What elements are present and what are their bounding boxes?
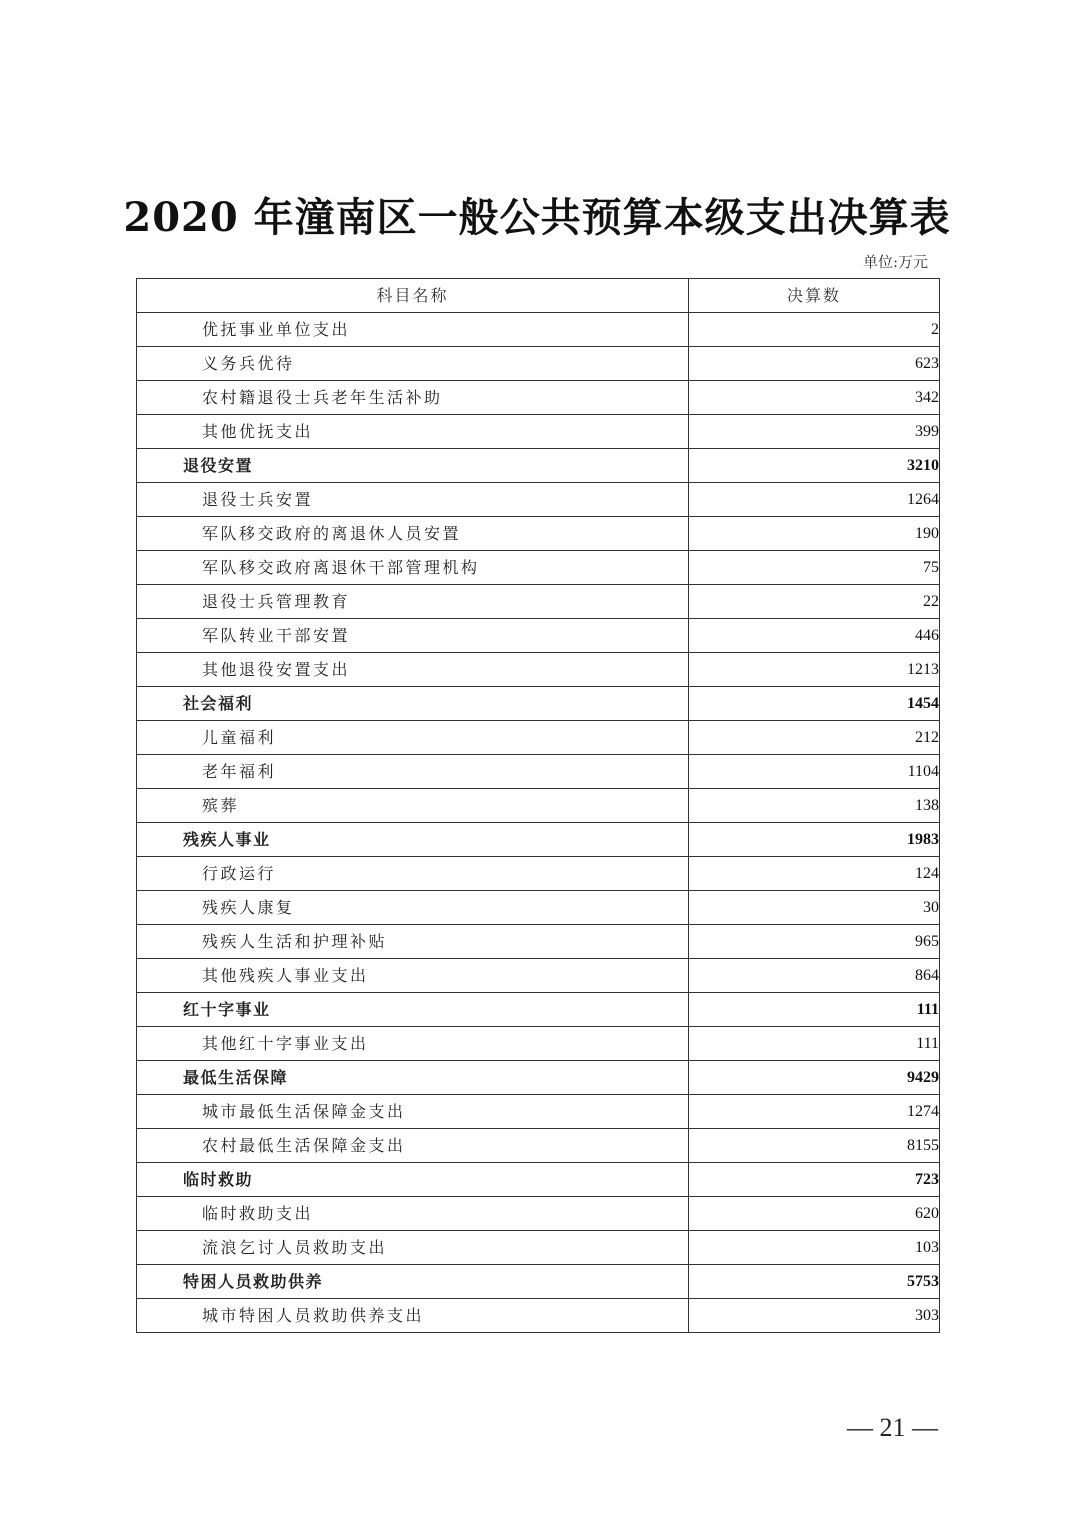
table-row <box>137 653 940 687</box>
subject-name-cell: 优抚事业单位支出 <box>137 313 689 347</box>
table-row <box>137 347 940 381</box>
amount-cell: 1274 <box>689 1095 940 1129</box>
page-number: — 21 — <box>847 1413 938 1442</box>
table-body <box>137 313 940 1333</box>
amount-cell: 723 <box>689 1163 940 1197</box>
table-row <box>137 721 940 755</box>
table-header-row <box>137 279 940 313</box>
amount-cell: 399 <box>689 415 940 449</box>
table-row <box>137 1095 940 1129</box>
table-row <box>137 789 940 823</box>
page-title: 2020 年潼南区一般公共预算本级支出决算表 <box>123 194 951 241</box>
table-row <box>137 1299 940 1333</box>
subject-name-cell: 社会福利 <box>137 687 689 721</box>
table-row <box>137 619 940 653</box>
column-header-amount: 决算数 <box>689 279 940 313</box>
table-row <box>137 585 940 619</box>
subject-name-cell: 其他残疾人事业支出 <box>137 959 689 993</box>
amount-cell: 342 <box>689 381 940 415</box>
amount-cell: 75 <box>689 551 940 585</box>
subject-name-cell: 城市最低生活保障金支出 <box>137 1095 689 1129</box>
subject-name-cell: 其他红十字事业支出 <box>137 1027 689 1061</box>
category-row <box>137 1265 940 1299</box>
subject-name-cell: 红十字事业 <box>137 993 689 1027</box>
table-row <box>137 381 940 415</box>
category-row <box>137 993 940 1027</box>
subject-name-cell: 殡葬 <box>137 789 689 823</box>
amount-cell: 1983 <box>689 823 940 857</box>
amount-cell: 1264 <box>689 483 940 517</box>
subject-name-cell: 农村籍退役士兵老年生活补助 <box>137 381 689 415</box>
subject-name-cell: 义务兵优待 <box>137 347 689 381</box>
subject-name-cell: 退役士兵安置 <box>137 483 689 517</box>
amount-cell: 8155 <box>689 1129 940 1163</box>
table-row <box>137 1129 940 1163</box>
amount-cell: 3210 <box>689 449 940 483</box>
amount-cell: 9429 <box>689 1061 940 1095</box>
amount-cell: 1454 <box>689 687 940 721</box>
table-row <box>137 551 940 585</box>
table-row <box>137 517 940 551</box>
amount-cell: 124 <box>689 857 940 891</box>
amount-cell: 620 <box>689 1197 940 1231</box>
amount-cell: 111 <box>689 993 940 1027</box>
subject-name-cell: 残疾人康复 <box>137 891 689 925</box>
amount-cell: 111 <box>689 1027 940 1061</box>
amount-cell: 212 <box>689 721 940 755</box>
subject-name-cell: 农村最低生活保障金支出 <box>137 1129 689 1163</box>
subject-name-cell: 退役安置 <box>137 449 689 483</box>
table-row <box>137 755 940 789</box>
unit-label: 单位:万元 <box>862 253 928 271</box>
table-row <box>137 959 940 993</box>
amount-cell: 1104 <box>689 755 940 789</box>
category-row <box>137 1163 940 1197</box>
amount-cell: 623 <box>689 347 940 381</box>
subject-name-cell: 临时救助支出 <box>137 1197 689 1231</box>
amount-cell: 30 <box>689 891 940 925</box>
amount-cell: 2 <box>689 313 940 347</box>
amount-cell: 446 <box>689 619 940 653</box>
subject-name-cell: 老年福利 <box>137 755 689 789</box>
amount-cell: 22 <box>689 585 940 619</box>
amount-cell: 190 <box>689 517 940 551</box>
table-row <box>137 1231 940 1265</box>
amount-cell: 138 <box>689 789 940 823</box>
table-row <box>137 891 940 925</box>
subject-name-cell: 临时救助 <box>137 1163 689 1197</box>
table-row <box>137 857 940 891</box>
table-row <box>137 313 940 347</box>
table-row <box>137 483 940 517</box>
budget-table <box>136 278 940 1333</box>
subject-name-cell: 其他退役安置支出 <box>137 653 689 687</box>
table-row <box>137 925 940 959</box>
category-row <box>137 687 940 721</box>
table-row <box>137 1027 940 1061</box>
subject-name-cell: 军队转业干部安置 <box>137 619 689 653</box>
category-row <box>137 1061 940 1095</box>
category-row <box>137 823 940 857</box>
table-row <box>137 415 940 449</box>
subject-name-cell: 儿童福利 <box>137 721 689 755</box>
amount-cell: 303 <box>689 1299 940 1333</box>
subject-name-cell: 特困人员救助供养 <box>137 1265 689 1299</box>
subject-name-cell: 其他优抚支出 <box>137 415 689 449</box>
subject-name-cell: 残疾人事业 <box>137 823 689 857</box>
subject-name-cell: 最低生活保障 <box>137 1061 689 1095</box>
amount-cell: 1213 <box>689 653 940 687</box>
amount-cell: 965 <box>689 925 940 959</box>
column-header-subject: 科目名称 <box>137 279 689 313</box>
table-row <box>137 1197 940 1231</box>
amount-cell: 5753 <box>689 1265 940 1299</box>
subject-name-cell: 行政运行 <box>137 857 689 891</box>
amount-cell: 864 <box>689 959 940 993</box>
subject-name-cell: 残疾人生活和护理补贴 <box>137 925 689 959</box>
subject-name-cell: 军队移交政府的离退休人员安置 <box>137 517 689 551</box>
subject-name-cell: 军队移交政府离退休干部管理机构 <box>137 551 689 585</box>
subject-name-cell: 城市特困人员救助供养支出 <box>137 1299 689 1333</box>
category-row <box>137 449 940 483</box>
amount-cell: 103 <box>689 1231 940 1265</box>
subject-name-cell: 流浪乞讨人员救助支出 <box>137 1231 689 1265</box>
subject-name-cell: 退役士兵管理教育 <box>137 585 689 619</box>
